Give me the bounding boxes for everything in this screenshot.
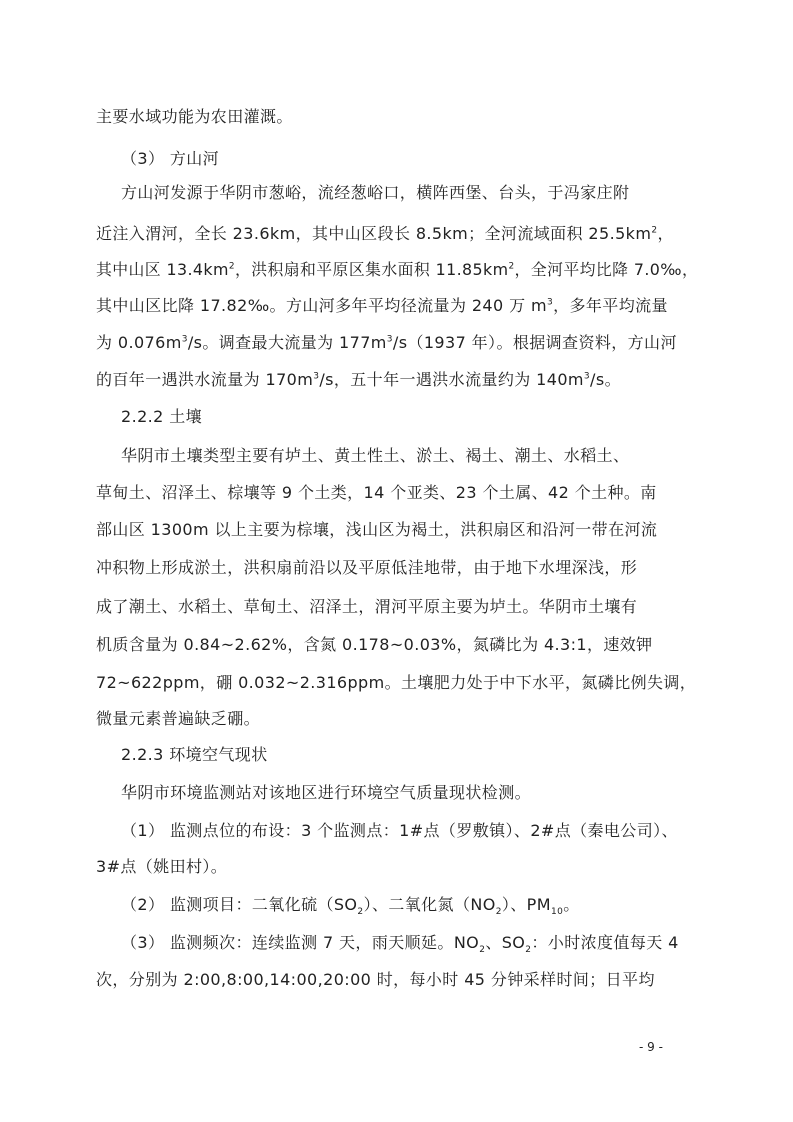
- text-line: 微量元素普遍缺乏硼。: [96, 709, 261, 728]
- text-line: 其中山区比降 17.82‰。方山河多年平均径流量为 240 万 $m^3$，多年平均流量: [96, 296, 668, 315]
- text-line: 72~622ppm，硼 0.032~2.316ppm。土壤肥力处于中下水平，氮磷比例失调，: [96, 673, 697, 692]
- text-line: 草甸土、沼泽土、棕壤等 9 个土类，14 个亚类、23 个土属、42 个土种。南: [96, 483, 657, 502]
- section-heading: 2.2.2 土壤: [121, 407, 202, 426]
- text-line: 其中山区 $13.4km^2$，洪积扇和平原区集水面积 $11.85km^2$，全河平均比降 7.0‰，: [96, 260, 699, 279]
- text-line: 为 $0.076m^3/s$。调查最大流量为 $177m^3/s(1937$ 年）。根据调查资料，方山河: [96, 333, 677, 352]
- text-line: （1） 监测点位的布设：3 个监测点：1#点（罗敷镇）、2#点（秦电公司）、: [121, 821, 678, 840]
- text-line: 3#点（姚田村）。: [96, 857, 228, 876]
- section-heading: 2.2.3 环境空气现状: [121, 745, 268, 764]
- section-heading: （3） 方山河: [121, 149, 220, 168]
- text-line: （2） 监测项目：二氧化硫$(SO_2)$、二氧化氮$(NO_2)$、$PM_{10}$。: [121, 895, 580, 918]
- text-line: 的百年一遇洪水流量为 $170m^3/s$，五十年一遇洪水流量约为 $140m^3/s$。: [96, 370, 621, 389]
- text-line: 近注入渭河，全长 23.6km，其中山区段长 8.5km；全河流域面积 $25.5km^2$，: [96, 224, 674, 243]
- text-line: 成了潮土、水稻土、草甸土、沼泽土，渭河平原主要为垆土。华阴市土壤有: [96, 597, 638, 616]
- text-line: 冲积物上形成淤土，洪积扇前沿以及平原低洼地带，由于地下水埋深浅，形: [96, 558, 638, 577]
- text-line: 次，分别为 2:00,8:00,14:00,20:00 时，每小时 45 分钟采样时间；日平均: [96, 970, 655, 989]
- text-line: 主要水域功能为农田灌溉。: [96, 107, 293, 126]
- text-line: 华阴市环境监测站对该地区进行环境空气质量现状检测。: [121, 783, 532, 802]
- text-line: （3） 监测频次：连续监测 7 天，雨天顺延。$NO_2$、$SO_2$：小时浓度值每天 4: [121, 933, 679, 956]
- text-line: 方山河发源于华阴市葱峪，流经葱峪口，横阵西堡、台头，于冯家庄附: [121, 183, 630, 202]
- page-number: - 9 -: [639, 1040, 663, 1054]
- text-line: 机质含量为 0.84~2.62%，含氮 0.178~0.03%，氮磷比为 4.3:1，速效钾: [96, 635, 653, 654]
- text-line: 部山区 1300m 以上主要为棕壤，浅山区为褐土，洪积扇区和沿河一带在河流: [96, 520, 658, 539]
- text-line: 华阴市土壤类型主要有垆土、黄土性土、淤土、褐土、潮土、水稻土、: [121, 446, 630, 465]
